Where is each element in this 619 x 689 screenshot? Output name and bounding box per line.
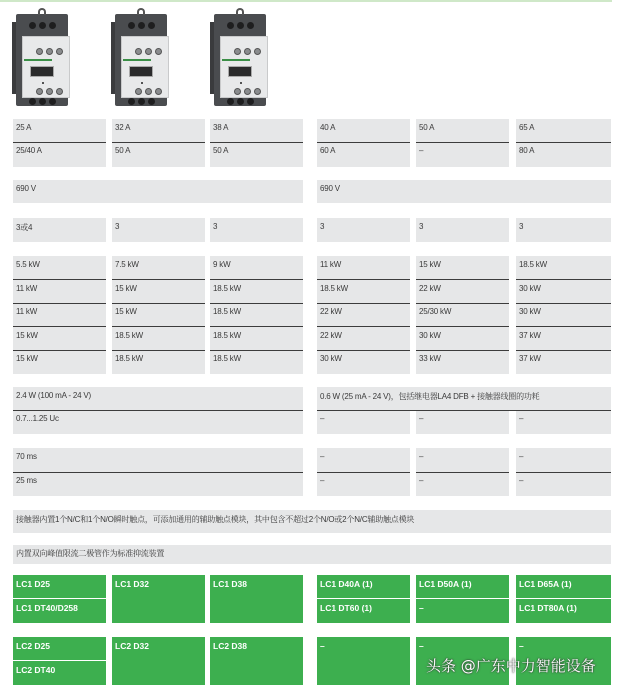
power-column: 11 kW 18.5 kW 22 kW 22 kW 30 kW <box>317 256 410 374</box>
poles-cell: 3 <box>210 218 303 242</box>
power-column: 7.5 kW 15 kW 15 kW 18.5 kW 18.5 kW <box>112 256 205 374</box>
reference-lc1-cell: LC1 D38 <box>210 575 303 623</box>
power-column: 9 kW 18.5 kW 18.5 kW 18.5 kW 18.5 kW <box>210 256 303 374</box>
reference-lc2-cell: – <box>416 637 509 685</box>
current-cell: 32 A 50 A <box>112 119 205 167</box>
reference-lc1-cell: LC1 D32 <box>112 575 205 623</box>
row-divider <box>317 142 410 143</box>
reference-lc1-cell: LC1 D40A (1) LC1 DT60 (1) <box>317 575 410 623</box>
row-divider <box>13 472 303 473</box>
coil-range-cell: – <box>317 411 410 434</box>
top-accent-bar <box>0 0 612 2</box>
row-divider <box>13 142 106 143</box>
contactor-image-1 <box>12 8 74 108</box>
reference-lc2-cell: LC2 D32 <box>112 637 205 685</box>
row-divider <box>416 142 509 143</box>
coil-range-cell: – <box>516 411 611 434</box>
current-cell: 25 A 25/40 A <box>13 119 106 167</box>
row-divider <box>210 142 303 143</box>
times-cell: – – <box>416 448 509 496</box>
coil-right-consumption: 0.6 W (25 mA - 24 V)，包括继电器LA4 DFB + 接触器线圈的功耗 <box>317 387 611 410</box>
power-column: 18.5 kW 30 kW 30 kW 37 kW 37 kW <box>516 256 611 374</box>
poles-cell: 3 <box>317 218 410 242</box>
current-cell: 40 A 60 A <box>317 119 410 167</box>
times-cell: – – <box>516 448 611 496</box>
watermark: 头条 @广东中力智能设备 <box>426 657 596 675</box>
current-cell: 38 A 50 A <box>210 119 303 167</box>
current-cell: 50 A – <box>416 119 509 167</box>
current-cell: 65 A 80 A <box>516 119 611 167</box>
poles-cell: 3 <box>516 218 611 242</box>
aux-contacts-note: 接触器内置1个N/C和1个N/O瞬时触点，可添加通用的辅助触点模块，其中包含不超过2个N/O或2个N/C辅助触点模块 <box>13 510 611 533</box>
coil-left: 2.4 W (100 mA - 24 V) 0.7...1.25 Uc <box>13 387 303 434</box>
reference-lc2-cell: – <box>317 637 410 685</box>
reference-lc2-cell: – <box>516 637 611 685</box>
rated-voltage-left: 690 V <box>13 180 303 203</box>
suppressor-note: 内置双向峰值限流二极管作为标准抑流装置 <box>13 545 611 564</box>
poles-cell: 3或4 <box>13 218 106 242</box>
contactor-image-2 <box>111 8 173 108</box>
reference-lc1-cell: LC1 D25 LC1 DT40/D258 <box>13 575 106 623</box>
contactor-image-3 <box>210 8 272 108</box>
power-column: 5.5 kW 11 kW 11 kW 15 kW 15 kW <box>13 256 106 374</box>
row-divider <box>516 142 611 143</box>
times-left: 70 ms 25 ms <box>13 448 303 496</box>
coil-range-cell: – <box>416 411 509 434</box>
row-divider <box>112 142 205 143</box>
reference-lc1-cell: LC1 D65A (1) LC1 DT80A (1) <box>516 575 611 623</box>
row-divider <box>13 410 303 411</box>
poles-cell: 3 <box>416 218 509 242</box>
reference-lc2-cell: LC2 D25 LC2 DT40 <box>13 637 106 685</box>
times-cell: – – <box>317 448 410 496</box>
rated-voltage-right: 690 V <box>317 180 611 203</box>
power-column: 15 kW 22 kW 25/30 kW 30 kW 33 kW <box>416 256 509 374</box>
poles-cell: 3 <box>112 218 205 242</box>
reference-lc1-cell: LC1 D50A (1) – <box>416 575 509 623</box>
reference-lc2-cell: LC2 D38 <box>210 637 303 685</box>
